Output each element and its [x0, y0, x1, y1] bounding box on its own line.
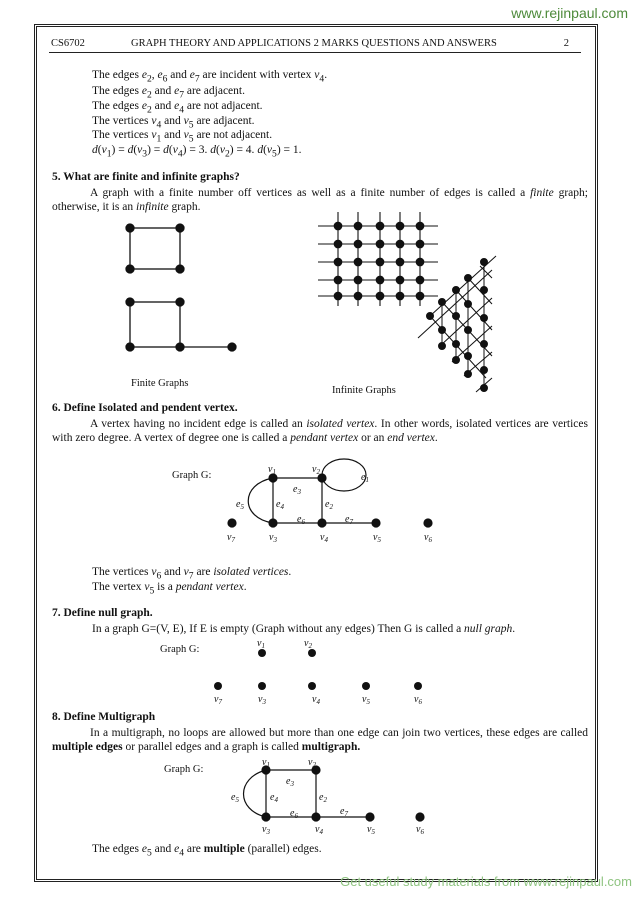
svg-text:v4: $v_4$: [312, 694, 320, 706]
svg-text:v6: $v_6$: [416, 824, 424, 836]
q6-graph-label: Graph G:: [172, 470, 212, 481]
svg-text:v6: $v_6$: [414, 694, 422, 706]
intro-line-1: The edges $e_2$, $e_6$ and $e_7$ are incident with vertex $v_4$.: [92, 69, 328, 85]
svg-text:v5: $v_5$: [367, 824, 375, 836]
svg-text:e6: $e_6$: [297, 514, 305, 526]
svg-text:v7: $v_7$: [214, 694, 222, 706]
svg-text:v4: $v_4$: [315, 824, 323, 836]
svg-text:v4: $v_4$: [320, 532, 328, 544]
q5-heading: 5. What are finite and infinite graphs?: [52, 171, 240, 183]
intro-line-3: The edges $e_2$ and $e_4$ are not adjacent.: [92, 100, 263, 116]
infinite-graph-grid: [318, 212, 438, 306]
q6-heading: 6. Define Isolated and pendent vertex.: [52, 402, 238, 414]
svg-text:e5: $e_5$: [231, 792, 239, 804]
watermark-top: www.rejinpaul.com: [511, 5, 628, 21]
q8-body: In a multigraph, no loops are allowed but more than one edge can join two vertices, these edges are called multiple edges or parallel edges and a graph is called multigraph.: [52, 727, 588, 753]
svg-text:e3: $e_3$: [293, 484, 301, 496]
svg-text:v1: $v_1$: [262, 757, 270, 769]
q8-multigraph-labels: [231, 757, 424, 836]
svg-text:e2: $e_2$: [319, 792, 327, 804]
svg-text:v6: $v_6$: [424, 532, 432, 544]
course-code: CS6702: [51, 38, 85, 49]
intro-line-6: $d(v_1) = d(v_3) = d(v_4) = 3$. $d(v_2) = 4$. $d(v_5) = 1$.: [92, 144, 302, 160]
svg-text:v5: $v_5$: [373, 532, 381, 544]
svg-text:v3: $v_3$: [262, 824, 270, 836]
q7-graph-label: Graph G:: [160, 644, 200, 655]
q6-body: A vertex having no incident edge is called an isolated vertex. In other words, isolated vertices are vertices with zero degree. A vertex of degree one is called a pendant vertex or an end vertex.: [52, 418, 588, 444]
q6-graph: [228, 459, 432, 527]
finite-graph-square: [126, 224, 184, 273]
q5-body: A graph with a finite number off vertices as well as a finite number of edges is called a finite graph; otherwise, it is an infinite graph.: [52, 187, 588, 213]
svg-text:e2: $e_2$: [325, 499, 333, 511]
svg-text:v1: $v_1$: [257, 638, 265, 650]
infinite-graph-triangle: [418, 256, 496, 392]
intro-line-4: The vertices $v_4$ and $v_5$ are adjacent.: [92, 115, 255, 131]
svg-text:v2: $v_2$: [308, 757, 316, 769]
svg-text:e3: $e_3$: [286, 776, 294, 788]
infinite-caption: Infinite Graphs: [332, 385, 396, 396]
q6-note-2: The vertex $v_5$ is a pendant vertex.: [92, 581, 247, 597]
svg-text:e5: $e_5$: [236, 499, 244, 511]
svg-text:e4: $e_4$: [276, 499, 284, 511]
q7-null-graph: [214, 638, 422, 706]
svg-text:v1: $v_1$: [268, 464, 276, 476]
finite-graph-tail: [126, 298, 236, 351]
q6-note-1: The vertices $v_6$ and $v_7$ are isolated vertices.: [92, 566, 292, 582]
svg-text:e7: $e_7$: [340, 806, 348, 818]
svg-text:v2: $v_2$: [312, 464, 320, 476]
svg-text:v2: $v_2$: [304, 638, 312, 650]
svg-text:e4: $e_4$: [270, 792, 278, 804]
page-number: 2: [563, 38, 569, 49]
q6-graph-labels: [227, 464, 432, 544]
svg-text:v3: $v_3$: [258, 694, 266, 706]
svg-text:e7: $e_7$: [345, 514, 353, 526]
q8-heading: 8. Define Multigraph: [52, 711, 156, 723]
svg-text:v3: $v_3$: [269, 532, 277, 544]
intro-line-5: The vertices $v_1$ and $v_5$ are not adjacent.: [92, 129, 273, 145]
watermark-bottom: Get useful study materials from www.rejinpaul.com: [340, 874, 632, 889]
svg-text:e1: $e_1$: [361, 472, 369, 484]
q8-graph-label: Graph G:: [164, 764, 204, 775]
svg-text:v7: $v_7$: [227, 532, 235, 544]
header-title: GRAPH THEORY AND APPLICATIONS 2 MARKS QUESTIONS AND ANSWERS: [131, 38, 497, 49]
q7-heading: 7. Define null graph.: [52, 607, 153, 619]
q8-note: The edges $e_5$ and $e_4$ are multiple (parallel) edges.: [92, 843, 322, 859]
svg-text:v5: $v_5$: [362, 694, 370, 706]
intro-line-2: The edges $e_2$ and $e_7$ are adjacent.: [92, 85, 245, 101]
finite-caption: Finite Graphs: [131, 378, 189, 389]
q7-body: In a graph G=(V, E), If E is empty (Graph without any edges) Then G is called a null graph.: [92, 623, 516, 635]
svg-text:e6: $e_6$: [290, 808, 298, 820]
